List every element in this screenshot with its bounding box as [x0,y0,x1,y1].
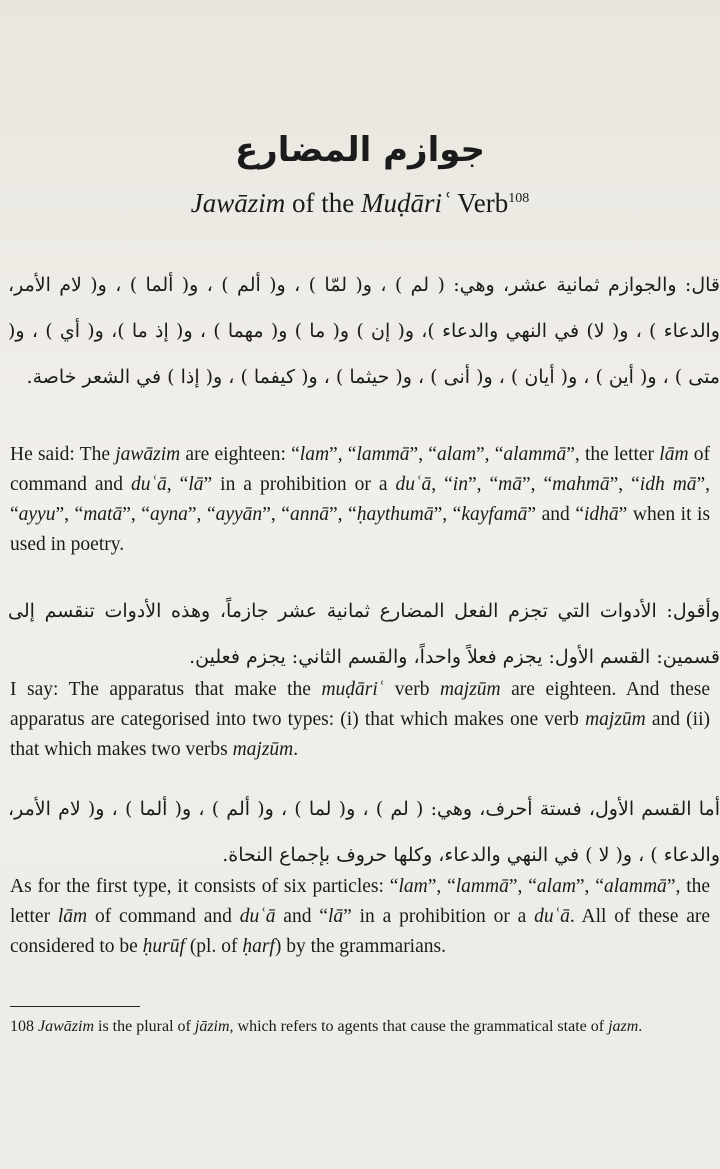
text-run: ” in a prohibition or a [203,474,396,495]
english-heading [0,188,720,219]
footnote-text [34,1018,642,1035]
transliterated-term: majzūm [585,709,646,730]
transliterated-term: majzūm [439,679,501,700]
transliterated-term: alam [536,876,576,897]
text-run: . [293,739,299,760]
text-run: ”, “ [328,504,357,525]
text-run: ”, “ [55,504,84,525]
text-run: ” in a prohibition or a [343,906,535,927]
transliterated-term: annā [289,504,329,525]
footnote-number: 108 [10,1018,34,1035]
text-run: ”, “ [433,504,462,525]
transliterated-term: alammā [503,444,567,465]
transliterated-term: ḥurūf [142,936,185,957]
text-run: ”, “ [521,474,553,495]
text-run: are eighteen: “ [180,444,300,465]
transliterated-term: in [452,474,468,495]
transliterated-term: duʿā [534,906,570,927]
text-run: As for the first type, it consists of six particles: “ [10,876,399,897]
transliterated-term: alam [436,444,476,465]
transliterated-term: duʿā [131,474,167,495]
text-run: of command and [10,444,710,495]
transliterated-term: lā [327,906,344,927]
text-run: ”, “ [609,474,640,495]
text-run: ”, “ [575,876,604,897]
transliterated-term: ayyu [18,504,56,525]
text-run: ” and “ [527,504,584,525]
text-run: (pl. of [184,936,243,957]
transliterated-term: alammā [603,876,667,897]
transliterated-term: lām [659,444,689,465]
text-run: are eighteen. And these apparatus are categorised into two types: (i) that which makes one verb [10,679,710,730]
heading-verb: Verb [450,188,509,218]
text-run: ”, the letter [10,876,711,927]
text-run: ”, “ [329,444,357,465]
text-run: and (ii) that which makes two verbs [10,709,710,760]
transliterated-term: muḍāriʿ [321,679,385,700]
transliterated-term: lām [57,906,88,927]
text-run: , “ [166,474,189,495]
text-run: ”, “ [427,876,456,897]
heading-connector: of the [285,188,361,218]
transliterated-term: mā [498,474,522,495]
english-paragraph-3 [10,872,710,962]
transliterated-term: mahmā [552,474,610,495]
transliterated-term: lam [299,444,330,465]
transliterated-term: jazm [608,1018,639,1035]
text-run: ”, “ [508,876,537,897]
transliterated-term: jawāzim [115,444,181,465]
text-run: ”, “ [467,474,499,495]
footnote-divider [10,1006,140,1007]
text-run: of command and [87,906,240,927]
transliterated-term: ayna [149,504,188,525]
transliterated-term: ḥarf [242,936,275,957]
text-run: ”, “ [475,444,504,465]
text-run: ”, “ [10,474,711,525]
text-run: I say: The apparatus that make the [10,679,322,700]
transliterated-term: matā [83,504,123,525]
english-paragraph-2 [10,675,710,765]
transliterated-term: jāzim [194,1018,230,1035]
text-run: ”, the letter [566,444,660,465]
footnote [10,1016,710,1038]
arabic-paragraph-3: أما القسم الأول، فستة أحرف، وهي: ( لم ) ، و( لما ) ، و( ألم ) ، و( ألما ) ، و( لام الأمر، والدعاء ) ، و( لا ) في النهي والدعاء، وكلها حروف بإجماع النحاة. [8,798,720,866]
text-run: ”, “ [409,444,437,465]
text-run: ”, “ [262,504,290,525]
text-run: ” when it is used in poetry. [10,504,711,555]
text-run: verb [384,679,440,700]
transliterated-term: idh mā [639,474,697,495]
heading-term-mudari: Muḍāriʿ [360,188,451,218]
footnote-reference: 108 [508,191,530,206]
transliterated-term: kayfamā [461,504,528,525]
text-run: ”, “ [122,504,150,525]
transliterated-term: ḥaythumā [356,504,434,525]
text-run: is the plural of [94,1018,195,1035]
text-run: and “ [275,906,328,927]
text-run: . All of these are considered to be [10,906,711,957]
transliterated-term: majzūm [232,739,294,760]
text-run: ”, “ [187,504,216,525]
transliterated-term: ayyān [215,504,263,525]
transliterated-term: lam [398,876,428,897]
arabic-heading: جوازم المضارع [234,130,486,170]
text-run: ) by the grammarians. [274,936,446,957]
transliterated-term: lammā [356,444,410,465]
english-paragraph-1 [10,440,710,560]
text-run: , “ [431,474,453,495]
transliterated-term: Jawāzim [38,1018,94,1035]
heading-term-jawazim: Jawāzim [190,188,286,218]
transliterated-term: idhā [583,504,619,525]
transliterated-term: duʿā [395,474,432,495]
transliterated-term: lammā [455,876,509,897]
text-run: . [638,1018,643,1035]
text-run: , which refers to agents that cause the grammatical state of [229,1018,609,1035]
transliterated-term: lā [188,474,204,495]
transliterated-term: duʿā [239,906,276,927]
arabic-paragraph-2: وأقول: الأدوات التي تجزم الفعل المضارع ثمانية عشر جازماً، وهذه الأدوات تنقسم إلى قسمين: القسم الأول: يجزم فعلاً واحداً، والقسم الثاني: يجزم فعلين. [8,600,720,668]
arabic-paragraph-1: قال: والجوازم ثمانية عشر، وهي: ( لم ) ، و( لمّا ) ، و( ألم ) ، و( ألما ) ، و( لام الأمر، والدعاء ) ، و( لا) في النهي والدعاء )، و( إن ) و( ما ) و( مهما ) ، و( إذ ما )، و( أي ) ، و( متى ) ، و( أين ) ، و( أيان ) ، و( أنى ) ، و( حيثما ) ، و( كيفما ) ، و( إذا ) في الشعر خاصة. [8,274,720,388]
text-run: He said: The [10,444,116,465]
